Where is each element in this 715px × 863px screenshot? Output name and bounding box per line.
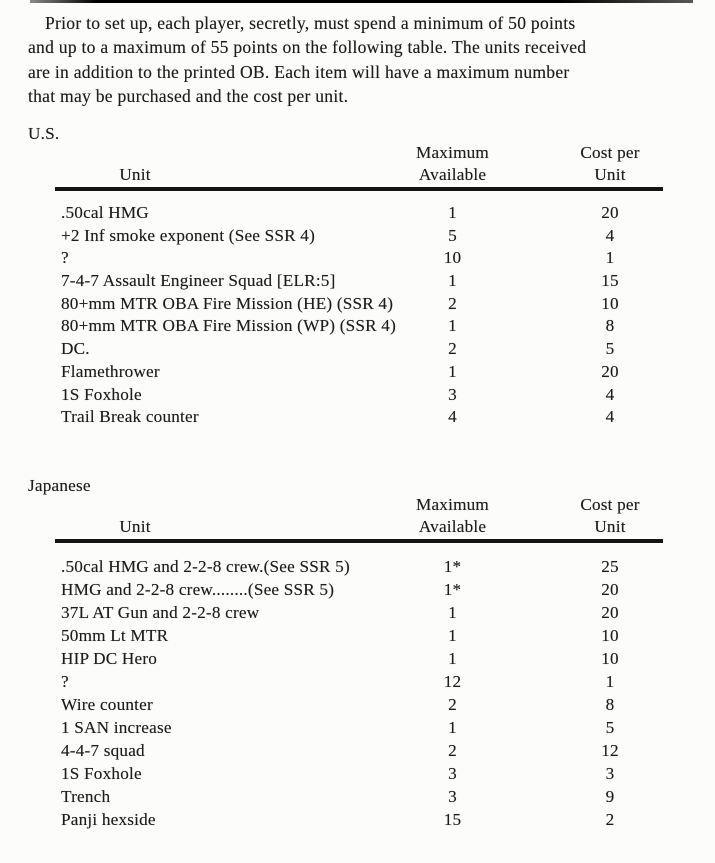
unit-cell: .50cal HMG	[61, 203, 149, 222]
max-available-cell: 1	[448, 271, 457, 291]
cost-per-unit-cell: 9	[605, 787, 615, 806]
cost-per-unit-cell: 10	[601, 649, 619, 668]
cost-per-unit-cell: 20	[601, 203, 619, 222]
max-available-cell: 1	[448, 361, 457, 381]
table-row	[0, 578, 715, 601]
unit-cell: Wire counter	[61, 695, 153, 714]
japanese-table-header-rule	[55, 539, 663, 543]
unit-cell: ?	[61, 672, 69, 691]
max-available-cell: 2	[448, 339, 457, 359]
paragraph-line: and up to a maximum of 55 points on the following table. The units received	[28, 37, 587, 58]
cost-per-unit-cell: 2	[605, 810, 615, 829]
cost-per-unit-cell: 20	[601, 580, 619, 599]
max-available-cell: 2	[448, 695, 457, 714]
table-row	[0, 762, 715, 785]
max-available-cell: 1	[448, 316, 457, 336]
us-header-cost-per: Cost per	[580, 143, 640, 162]
unit-cell: 1S Foxhole	[61, 764, 142, 783]
unit-cell: 7-4-7 Assault Engineer Squad [ELR:5]	[61, 271, 336, 291]
max-available-cell: 1	[448, 203, 457, 222]
max-available-cell: 1*	[443, 557, 462, 576]
table-row	[0, 406, 715, 429]
japanese-table-rows	[0, 555, 715, 831]
max-available-cell: 2	[448, 293, 457, 313]
us-header-cost-unit: Unit	[594, 165, 626, 184]
unit-cell: HMG and 2-2-8 crew........(See SSR 5)	[61, 580, 335, 599]
table-row	[0, 225, 715, 248]
max-available-cell: 3	[448, 787, 457, 806]
table-row	[0, 384, 715, 407]
cost-per-unit-cell: 4	[605, 407, 615, 427]
japanese-header-cost-per: Cost per	[580, 495, 640, 514]
max-available-cell: 5	[448, 225, 457, 245]
max-available-cell: 3	[448, 764, 457, 783]
japanese-header-unit: Unit	[119, 517, 151, 536]
table-row	[0, 670, 715, 693]
unit-cell: 1 SAN increase	[61, 718, 172, 737]
cost-per-unit-cell: 8	[605, 316, 615, 336]
paragraph-line: Prior to set up, each player, secretly, must spend a minimum of 50 points	[45, 13, 576, 33]
table-row	[0, 315, 715, 338]
unit-cell: +2 Inf smoke exponent (See SSR 4)	[61, 225, 316, 245]
unit-cell: HIP DC Hero	[61, 649, 158, 668]
table-row	[0, 338, 715, 361]
cost-per-unit-cell: 1	[605, 248, 615, 268]
max-available-cell: 1*	[443, 580, 462, 599]
table-row	[0, 247, 715, 270]
cost-per-unit-cell: 8	[605, 695, 615, 714]
table-row	[0, 555, 715, 578]
cost-per-unit-cell: 20	[601, 603, 619, 622]
unit-cell: 50mm Lt MTR	[61, 626, 169, 645]
paragraph-line: that may be purchased and the cost per unit.	[28, 85, 349, 106]
max-available-cell: 10	[443, 248, 462, 268]
max-available-cell: 1	[448, 603, 457, 622]
japanese-header-cost-unit: Unit	[594, 517, 626, 536]
intro-paragraph	[28, 11, 586, 108]
cost-per-unit-cell: 10	[601, 626, 619, 645]
cost-per-unit-cell: 5	[605, 339, 615, 359]
max-available-cell: 2	[448, 741, 457, 760]
max-available-cell: 12	[443, 672, 462, 691]
table-row	[0, 361, 715, 384]
paragraph-line: are in addition to the printed OB. Each item will have a maximum number	[28, 61, 570, 82]
japanese-section-label: Japanese	[28, 476, 91, 495]
us-header-unit: Unit	[119, 165, 151, 184]
unit-cell: DC.	[61, 339, 90, 359]
unit-cell: 4-4-7 squad	[61, 741, 145, 760]
table-row	[0, 808, 715, 831]
max-available-cell: 15	[443, 810, 462, 829]
max-available-cell: 1	[448, 718, 457, 737]
max-available-cell: 4	[448, 407, 457, 427]
cost-per-unit-cell: 12	[601, 741, 619, 760]
table-row	[0, 202, 715, 225]
cost-per-unit-cell: 10	[601, 293, 619, 313]
table-row	[0, 647, 715, 670]
table-row	[0, 693, 715, 716]
table-row	[0, 785, 715, 808]
max-available-cell: 1	[448, 649, 457, 668]
unit-cell: .50cal HMG and 2-2-8 crew.(See SSR 5)	[61, 557, 350, 576]
cost-per-unit-cell: 1	[605, 672, 615, 691]
unit-cell: Flamethrower	[61, 361, 160, 381]
table-row	[0, 601, 715, 624]
us-table-rows	[0, 202, 715, 429]
table-row	[0, 624, 715, 647]
unit-cell: ?	[61, 248, 69, 268]
cost-per-unit-cell: 15	[601, 271, 619, 291]
japanese-header-available: Available	[418, 517, 487, 536]
cost-per-unit-cell: 5	[605, 718, 615, 737]
us-table-header-rule	[55, 187, 663, 191]
unit-cell: 1S Foxhole	[61, 384, 142, 404]
cost-per-unit-cell: 4	[605, 384, 615, 404]
japanese-header-maximum: Maximum	[415, 495, 489, 514]
unit-cell: Trench	[61, 787, 111, 806]
us-header-maximum: Maximum	[415, 143, 489, 162]
cost-per-unit-cell: 25	[601, 557, 619, 576]
max-available-cell: 3	[448, 384, 457, 404]
us-section-label: U.S.	[28, 124, 60, 143]
unit-cell: Panji hexside	[61, 810, 156, 829]
us-header-available: Available	[418, 165, 487, 184]
unit-cell: 80+mm MTR OBA Fire Mission (WP) (SSR 4)	[61, 316, 397, 336]
scan-artifact-top-line	[30, 0, 693, 3]
table-row	[0, 293, 715, 316]
max-available-cell: 1	[448, 626, 457, 645]
unit-cell: 37L AT Gun and 2-2-8 crew	[61, 603, 260, 622]
unit-cell: 80+mm MTR OBA Fire Mission (HE) (SSR 4)	[61, 293, 394, 313]
table-row	[0, 716, 715, 739]
table-row	[0, 270, 715, 293]
unit-cell: Trail Break counter	[61, 407, 199, 427]
table-row	[0, 739, 715, 762]
cost-per-unit-cell: 20	[601, 361, 619, 381]
cost-per-unit-cell: 4	[605, 225, 615, 245]
cost-per-unit-cell: 3	[605, 764, 615, 783]
